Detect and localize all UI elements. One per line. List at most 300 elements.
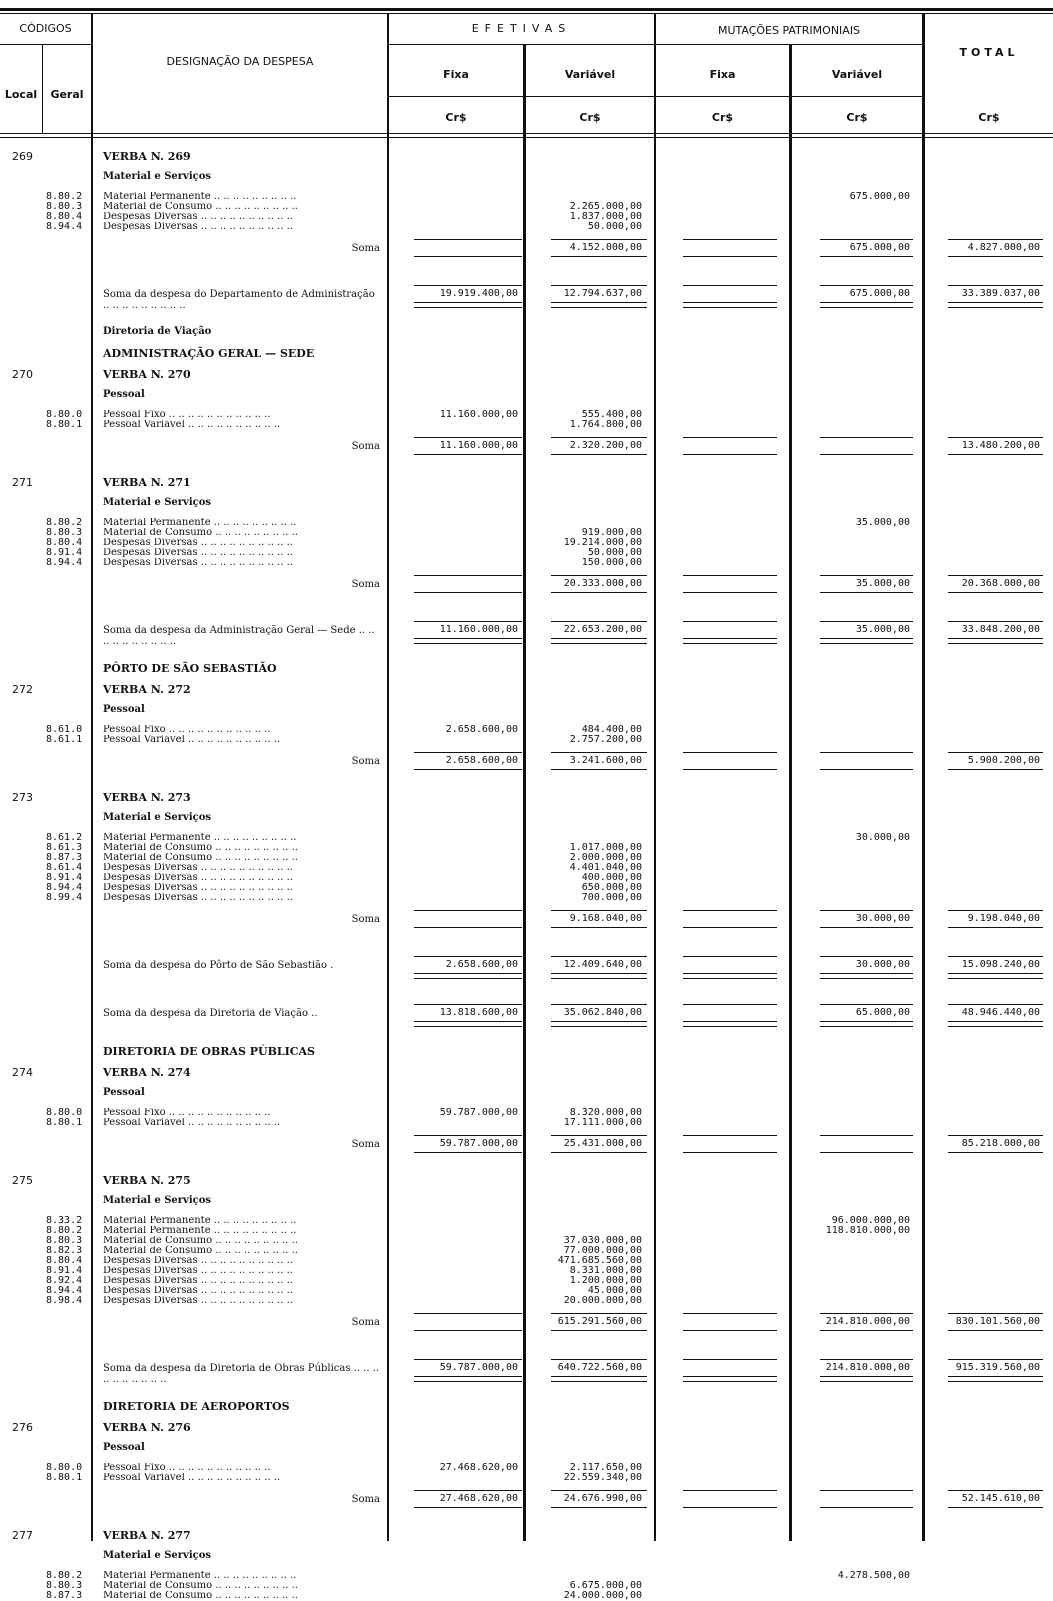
sum-rule [820,752,913,753]
item-code: 8.61.0 [46,724,83,735]
amount-ev: 555.400,00 [581,409,642,420]
sum-underline [820,638,913,644]
amount-ev: 3.241.600,00 [569,755,642,766]
section-title: VERBA N. 270 [103,368,191,381]
item-label: Material Permanente .. .. .. .. .. .. .. .. .. [103,1226,297,1236]
item-label: Despesas Diversas .. .. .. .. .. .. .. .. .. .. [103,1296,293,1306]
amount-ef: 2.658.600,00 [445,959,518,970]
amount-ev: 1.764.800,00 [569,419,642,430]
sum-rule [683,1490,777,1491]
amount-ev: 2.265.000,00 [569,201,642,212]
amount-mv: 675.000,00 [849,288,910,299]
sum-underline [551,1376,647,1382]
amount-total: 4.827.000,00 [967,242,1040,253]
section-title: PÔRTO DE SÃO SEBASTIÃO [103,662,277,675]
amount-ev: 24.000.000,00 [563,1590,642,1601]
amount-total: 48.946.440,00 [961,1007,1040,1018]
sum-rule [820,956,913,957]
top-rule-thin [0,13,1053,14]
section-subtitle: Pessoal [103,389,145,400]
sum-underline [551,1021,647,1027]
item-code: 8.87.3 [46,1590,83,1601]
sum-rule [414,752,522,753]
sum-rule [683,575,777,576]
amount-total: 33.389.037,00 [961,288,1040,299]
sum-rule [551,1313,647,1314]
section-subtitle: Material e Serviços [103,497,212,508]
amount-ev: 919.000,00 [581,527,642,538]
sum-underline [683,1021,777,1027]
section-title: VERBA N. 275 [103,1174,191,1187]
sum-underline [948,1376,1043,1382]
sum-underline [414,302,522,308]
sum-underline [551,592,647,593]
sum-underline [414,1021,522,1027]
soma-total-label: Soma da despesa do Pôrto de São Sebastião . [103,960,334,971]
sum-rule [948,621,1043,622]
sum-rule [683,437,777,438]
amount-ev: 615.291.560,00 [557,1316,642,1327]
item-code: 8.94.4 [46,221,83,232]
sum-underline [551,973,647,979]
item-label: Material Permanente .. .. .. .. .. .. .. .. .. [103,518,297,528]
sum-rule [551,575,647,576]
item-code: 8.80.3 [46,1580,83,1591]
item-code: 8.98.4 [46,1295,83,1306]
section-subtitle: Material e Serviços [103,1195,212,1206]
sum-rule [683,1004,777,1005]
sum-underline [551,769,647,770]
amount-ev: 650.000,00 [581,882,642,893]
amount-mv: 35.000,00 [855,624,910,635]
item-code: 8.91.4 [46,547,83,558]
amount-ev: 20.333.000,00 [563,578,642,589]
amount-ef: 2.658.600,00 [445,724,518,735]
sum-underline [683,256,777,257]
amount-mv: 30.000,00 [855,913,910,924]
sum-rule [948,956,1043,957]
amount-ev: 50.000,00 [587,221,642,232]
sum-rule [551,437,647,438]
item-label: Pessoal Fixo .. .. .. .. .. .. .. .. .. .. .. [103,410,271,420]
item-label: Pessoal Variável .. .. .. .. .. .. .. .. .. .. [103,1118,281,1128]
section-subtitle: Diretoria de Viação [103,326,212,337]
amount-total: 85.218.000,00 [961,1138,1040,1149]
soma-total-label: Soma da despesa da Administração Geral — Sede .. .. .. .. .. .. .. .. .. .. [103,625,375,647]
section-title: DIRETORIA DE AEROPORTOS [103,1400,290,1413]
sum-rule [414,1490,522,1491]
item-label: Pessoal Variável .. .. .. .. .. .. .. .. .. .. [103,1473,281,1483]
fixa-rule [389,96,922,97]
item-code: 8.82.3 [46,1245,83,1256]
sum-underline [414,927,522,928]
amount-mv: 30.000,00 [855,832,910,843]
item-code: 8.94.4 [46,557,83,568]
sum-rule [551,1135,647,1136]
amount-ef: 2.658.600,00 [445,755,518,766]
item-code: 8.91.4 [46,872,83,883]
item-label: Material de Consumo .. .. .. .. .. .. .. .. .. [103,843,298,853]
amount-ev: 2.757.200,00 [569,734,642,745]
amount-total: 52.145.610,00 [961,1493,1040,1504]
sum-rule [683,285,777,286]
amount-ef: 27.468.620,00 [439,1493,518,1504]
verba-local-code: 275 [12,1174,33,1187]
item-code: 8.80.3 [46,1235,83,1246]
item-label: Material de Consumo .. .. .. .. .. .. .. .. .. [103,202,298,212]
sum-rule [683,621,777,622]
sum-rule [948,1313,1043,1314]
amount-ev: 2.117.650,00 [569,1462,642,1473]
item-label: Material Permanente .. .. .. .. .. .. .. .. .. [103,1216,297,1226]
soma-total-label: Soma da despesa da Diretoria de Viação .. [103,1008,318,1019]
sum-underline [683,454,777,455]
item-code: 8.92.4 [46,1275,83,1286]
sum-rule [683,752,777,753]
verba-local-code: 276 [12,1421,33,1434]
amount-total: 830.101.560,00 [955,1316,1040,1327]
item-label: Material Permanente .. .. .. .. .. .. .. .. .. [103,1571,297,1581]
item-label: Despesas Diversas .. .. .. .. .. .. .. .. .. .. [103,1256,293,1266]
currency-mut-variavel: Cr$ [846,111,868,124]
item-label: Material de Consumo .. .. .. .. .. .. .. .. .. [103,528,298,538]
sum-underline [414,1330,522,1331]
item-label: Despesas Diversas .. .. .. .. .. .. .. .. .. .. [103,893,293,903]
item-code: 8.80.4 [46,211,83,222]
header-codigos: CÓDIGOS [19,22,72,35]
amount-ef: 11.160.000,00 [439,409,518,420]
sum-rule [820,1004,913,1005]
sum-rule [820,1313,913,1314]
amount-ev: 35.062.840,00 [563,1007,642,1018]
item-code: 8.99.4 [46,892,83,903]
amount-mv: 675.000,00 [849,191,910,202]
currency-mut-fixa: Cr$ [711,111,734,124]
sum-rule [551,621,647,622]
sum-rule [948,1004,1043,1005]
amount-ev: 1.017.000,00 [569,842,642,853]
sum-rule [414,1004,522,1005]
sum-underline [820,1376,913,1382]
item-code: 8.80.3 [46,527,83,538]
header-local: Local [4,88,38,101]
sum-rule [551,910,647,911]
amount-ev: 25.431.000,00 [563,1138,642,1149]
sum-underline [948,454,1043,455]
section-subtitle: Material e Serviços [103,812,212,823]
efetivas-rule [389,44,922,45]
sum-rule [414,575,522,576]
item-label: Pessoal Variável .. .. .. .. .. .. .. .. .. .. [103,735,281,745]
sum-rule [820,437,913,438]
header-geral: Geral [50,88,84,101]
section-title: VERBA N. 274 [103,1066,191,1079]
item-label: Despesas Diversas .. .. .. .. .. .. .. .. .. .. [103,538,293,548]
item-label: Material Permanente .. .. .. .. .. .. .. .. .. [103,192,297,202]
sum-rule [948,1135,1043,1136]
amount-mv: 30.000,00 [855,959,910,970]
amount-total: 5.900.200,00 [967,755,1040,766]
amount-ev: 22.559.340,00 [563,1472,642,1483]
currency-total: Cr$ [978,111,1000,124]
item-code: 8.61.4 [46,862,83,873]
sum-underline [820,256,913,257]
sum-underline [948,1507,1043,1508]
item-code: 8.61.1 [46,734,83,745]
item-label: Despesas Diversas .. .. .. .. .. .. .. .. .. .. [103,212,293,222]
soma-label: Soma [351,756,380,767]
sum-underline [820,1152,913,1153]
item-code: 8.80.2 [46,1225,83,1236]
sum-underline [414,638,522,644]
amount-total: 15.098.240,00 [961,959,1040,970]
item-code: 8.80.2 [46,191,83,202]
amount-ef: 11.160.000,00 [439,624,518,635]
amount-ev: 17.111.000,00 [563,1117,642,1128]
section-subtitle: Pessoal [103,1442,145,1453]
verba-local-code: 271 [12,476,33,489]
item-label: Despesas Diversas .. .. .. .. .. .. .. .. .. .. [103,1286,293,1296]
sum-rule [948,575,1043,576]
sum-underline [683,1376,777,1382]
sum-underline [551,1152,647,1153]
amount-ev: 77.000.000,00 [563,1245,642,1256]
sum-rule [414,1359,522,1360]
sum-rule [551,752,647,753]
sum-rule [820,910,913,911]
verba-local-code: 274 [12,1066,33,1079]
item-code: 8.80.3 [46,201,83,212]
sum-rule [414,239,522,240]
sum-underline [551,256,647,257]
sum-underline [820,1330,913,1331]
item-code: 8.80.0 [46,1462,83,1473]
item-label: Despesas Diversas .. .. .. .. .. .. .. .. .. .. [103,1266,293,1276]
amount-ef: 59.787.000,00 [439,1138,518,1149]
amount-ev: 8.320.000,00 [569,1107,642,1118]
amount-total: 9.198.040,00 [967,913,1040,924]
header-mutacoes: MUTAÇÕES PATRIMONIAIS [717,24,861,37]
item-label: Pessoal Fixo .. .. .. .. .. .. .. .. .. .. .. [103,1463,271,1473]
amount-ev: 1.200.000,00 [569,1275,642,1286]
amount-ev: 6.675.000,00 [569,1580,642,1591]
amount-ev: 640.722.560,00 [557,1362,642,1373]
amount-ev: 2.320.200,00 [569,440,642,451]
sum-rule [551,239,647,240]
sum-rule [948,285,1043,286]
soma-total-label: Soma da despesa da Diretoria de Obras Públicas .. .. .. .. .. .. .. .. .. .. [103,1363,380,1385]
amount-mv: 118.810.000,00 [825,1225,910,1236]
amount-ef: 59.787.000,00 [439,1107,518,1118]
amount-ef: 11.160.000,00 [439,440,518,451]
amount-ev: 484.400,00 [581,724,642,735]
item-label: Pessoal Variável .. .. .. .. .. .. .. .. .. .. [103,420,281,430]
col-divider-designation [387,14,389,1541]
top-rule [0,8,1053,11]
sum-rule [414,1313,522,1314]
section-subtitle: Material e Serviços [103,1550,212,1561]
sum-underline [820,973,913,979]
amount-ev: 19.214.000,00 [563,537,642,548]
item-label: Despesas Diversas .. .. .. .. .. .. .. .. .. .. [103,883,293,893]
sum-rule [551,1004,647,1005]
soma-label: Soma [351,1139,380,1150]
sum-underline [948,769,1043,770]
sum-underline [551,454,647,455]
amount-mv: 4.278.500,00 [837,1570,910,1581]
sum-underline [820,769,913,770]
sum-underline [551,1507,647,1508]
sum-underline [948,1152,1043,1153]
amount-ef: 59.787.000,00 [439,1362,518,1373]
amount-mv: 35.000,00 [855,578,910,589]
amount-total: 13.480.200,00 [961,440,1040,451]
amount-ev: 9.168.040,00 [569,913,642,924]
sum-underline [683,1152,777,1153]
verba-local-code: 273 [12,791,33,804]
sum-rule [948,437,1043,438]
item-label: Material de Consumo .. .. .. .. .. .. .. .. .. [103,853,298,863]
item-code: 8.80.2 [46,517,83,528]
sum-rule [948,1359,1043,1360]
item-label: Pessoal Fixo .. .. .. .. .. .. .. .. .. .. .. [103,1108,271,1118]
item-label: Despesas Diversas .. .. .. .. .. .. .. .. .. .. [103,548,293,558]
amount-ef: 27.468.620,00 [439,1462,518,1473]
sum-underline [820,1021,913,1027]
sum-rule [820,1359,913,1360]
amount-ev: 4.152.000,00 [569,242,642,253]
sum-rule [820,1135,913,1136]
section-title: VERBA N. 273 [103,791,191,804]
sum-rule [948,752,1043,753]
section-title: VERBA N. 272 [103,683,191,696]
amount-total: 20.368.000,00 [961,578,1040,589]
amount-total: 33.848.200,00 [961,624,1040,635]
sum-underline [414,1376,522,1382]
col-divider-mutacoes [654,14,656,1541]
item-label: Despesas Diversas .. .. .. .. .. .. .. .. .. .. [103,558,293,568]
amount-ef: 13.818.600,00 [439,1007,518,1018]
sum-underline [820,454,913,455]
header-bottom-rule [0,133,1053,134]
amount-ev: 22.653.200,00 [563,624,642,635]
verba-local-code: 272 [12,683,33,696]
section-title: VERBA N. 276 [103,1421,191,1434]
item-code: 8.80.4 [46,537,83,548]
sum-underline [414,454,522,455]
verba-local-code: 277 [12,1529,33,1542]
item-code: 8.80.1 [46,1472,83,1483]
sum-underline [820,302,913,308]
section-title: VERBA N. 271 [103,476,191,489]
sum-rule [683,1313,777,1314]
amount-ev: 12.409.640,00 [563,959,642,970]
soma-label: Soma [351,579,380,590]
amount-ev: 20.000.000,00 [563,1295,642,1306]
item-code: 8.94.4 [46,1285,83,1296]
item-label: Pessoal Fixo .. .. .. .. .. .. .. .. .. .. .. [103,725,271,735]
section-title: DIRETORIA DE OBRAS PÚBLICAS [103,1045,315,1058]
soma-label: Soma [351,243,380,254]
sum-rule [683,239,777,240]
amount-ev: 37.030.000,00 [563,1235,642,1246]
codigos-rule [0,44,91,45]
sum-underline [551,638,647,644]
sum-underline [683,1330,777,1331]
sum-rule [948,910,1043,911]
item-code: 8.33.2 [46,1215,83,1226]
amount-ef: 19.919.400,00 [439,288,518,299]
amount-mv: 96.000.000,00 [831,1215,910,1226]
section-subtitle: Material e Serviços [103,171,212,182]
item-code: 8.91.4 [46,1265,83,1276]
section-subtitle: Pessoal [103,704,145,715]
sum-rule [551,1490,647,1491]
sum-rule [414,437,522,438]
sum-underline [683,302,777,308]
item-label: Material Permanente .. .. .. .. .. .. .. .. .. [103,833,297,843]
item-label: Despesas Diversas .. .. .. .. .. .. .. .. .. .. [103,863,293,873]
amount-mv: 214.810.000,00 [825,1362,910,1373]
item-code: 8.80.0 [46,1107,83,1118]
sum-rule [414,1135,522,1136]
sum-underline [948,927,1043,928]
sum-rule [414,285,522,286]
sum-rule [551,285,647,286]
sum-underline [414,973,522,979]
item-code: 8.80.1 [46,1117,83,1128]
item-code: 8.94.4 [46,882,83,893]
sum-underline [414,256,522,257]
item-code: 8.61.3 [46,842,83,853]
amount-total: 915.319.560,00 [955,1362,1040,1373]
sum-rule [820,1490,913,1491]
amount-ev: 50.000,00 [587,547,642,558]
item-code: 8.80.1 [46,419,83,430]
amount-ev: 150.000,00 [581,557,642,568]
sum-underline [683,638,777,644]
item-code: 8.80.2 [46,1570,83,1581]
sum-rule [683,910,777,911]
sum-underline [414,1507,522,1508]
amount-ev: 24.676.990,00 [563,1493,642,1504]
item-label: Material de Consumo .. .. .. .. .. .. .. .. .. [103,1236,298,1246]
sum-underline [948,302,1043,308]
section-title: ADMINISTRAÇÃO GERAL — SEDE [103,347,315,360]
amount-ev: 2.000.000,00 [569,852,642,863]
sum-underline [948,256,1043,257]
amount-mv: 675.000,00 [849,242,910,253]
sum-underline [683,769,777,770]
item-code: 8.87.3 [46,852,83,863]
sum-rule [414,956,522,957]
amount-mv: 65.000,00 [855,1007,910,1018]
amount-ev: 4.401.040,00 [569,862,642,873]
header-designacao: DESIGNAÇÃO DA DESPESA [166,55,314,68]
item-code: 8.80.0 [46,409,83,420]
sum-underline [414,592,522,593]
sum-underline [948,592,1043,593]
amount-ev: 8.331.000,00 [569,1265,642,1276]
sum-rule [551,1359,647,1360]
item-label: Despesas Diversas .. .. .. .. .. .. .. .. .. .. [103,873,293,883]
header-ef-variavel: Variável [564,68,616,81]
verba-local-code: 269 [12,150,33,163]
sum-underline [948,1021,1043,1027]
amount-ev: 471.685.560,00 [557,1255,642,1266]
currency-ef-fixa: Cr$ [445,111,467,124]
sum-rule [948,239,1043,240]
